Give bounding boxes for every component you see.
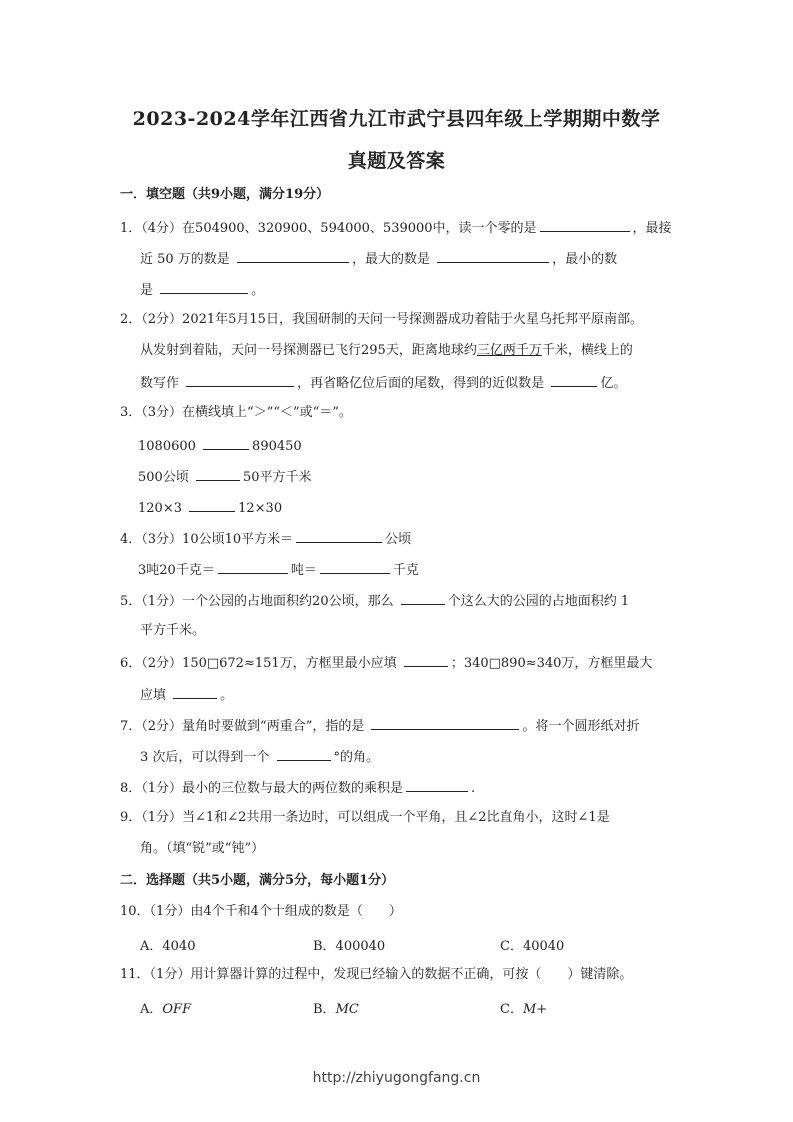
q5-text: 5．（1分）一个公园的占地面积约20公顷，那么	[120, 594, 394, 609]
q6-line-1	[120, 653, 652, 673]
q1-text: ，最小的数	[552, 252, 618, 267]
q6-text: 应填	[140, 688, 167, 703]
q4-text: 3吨20千克＝	[138, 563, 215, 578]
q7-text: 。将一个圆形纸对折	[522, 719, 640, 734]
q4-blank-3[interactable]	[320, 560, 390, 574]
q3-row-3	[138, 498, 282, 518]
q4-line-1	[120, 529, 411, 549]
q4-blank-1[interactable]	[296, 529, 382, 543]
q7-line-2	[140, 747, 379, 767]
q7-text: °的角。	[333, 750, 380, 765]
q2-blank-2[interactable]	[551, 373, 597, 387]
q7-blank-1[interactable]	[371, 716, 519, 730]
q4-text: 公顷	[385, 532, 412, 547]
q8-text: .	[471, 781, 476, 796]
q7-text: 3 次后，可以得到一个	[140, 750, 270, 765]
q6-blank-2[interactable]	[173, 685, 217, 699]
q1-line-2	[140, 249, 617, 269]
q5-blank-1[interactable]	[401, 591, 445, 605]
q2-text: 千米，横线上的	[541, 343, 633, 358]
q11-option-b-value: MC	[335, 1002, 359, 1017]
section-2-heading: 二．选择题（共5小题，满分5分，每小题1分）	[120, 873, 395, 888]
q8-text: 8．（1分）最小的三位数与最大的两位数的乘积是	[120, 781, 404, 796]
q7-text: 7．（2分）量角时要做到“两重合”，指的是	[120, 719, 365, 734]
q1-text: ，最大的数是	[351, 252, 430, 267]
q1-text: 近 50 万的数是	[140, 252, 230, 267]
q5-line-1	[120, 591, 629, 611]
q3-row-2	[138, 467, 312, 487]
q10-stem: 10．（1分）由4个千和4个十组成的数是（ ）	[120, 904, 402, 919]
q1-blank-1[interactable]	[540, 218, 630, 232]
q1-line-3	[140, 280, 264, 300]
q4-line-2	[138, 560, 419, 580]
q3-blank-1[interactable]	[203, 436, 249, 450]
q2-line-1: 2．（2分）2021年5月15日，我国研制的天问一号探测器成功着陆于火星乌托邦平原南部。	[120, 312, 643, 327]
q7-line-1	[120, 716, 640, 736]
q1-text: ，最接	[632, 221, 672, 236]
q4-text: 千克	[392, 563, 419, 578]
q3-blank-2[interactable]	[196, 467, 240, 481]
q1-text: 1．（4分）在504900、320900、594000、539000中，读一个零的是	[120, 221, 537, 236]
q4-blank-2[interactable]	[218, 560, 288, 574]
footer-url[interactable]: http://zhiyugongfang.cn	[312, 1070, 481, 1086]
q2-text: 从发射到着陆，天问一号探测器已飞行295天，距离地球约	[140, 343, 477, 358]
q1-text: 是	[140, 283, 154, 298]
q6-blank-1[interactable]	[404, 653, 448, 667]
q8-line-1	[120, 778, 475, 798]
q1-blank-4[interactable]	[160, 280, 248, 294]
q5-line-2: 平方千米。	[140, 623, 206, 638]
q2-text: 数写作	[140, 376, 180, 391]
q3-text: 120×3	[138, 501, 182, 516]
q3-text: 890450	[252, 439, 302, 454]
q10-option-c[interactable]: C．40040	[500, 939, 565, 954]
q4-text: 吨＝	[290, 563, 317, 578]
q2-line-3	[140, 373, 626, 393]
q10-option-a[interactable]: A．4040	[140, 939, 196, 954]
q8-blank-1[interactable]	[406, 778, 468, 792]
q1-line-1	[120, 218, 672, 238]
title-line-1: 2023-2024学年江西省九江市武宁县四年级上学期期中数学	[132, 108, 661, 130]
q5-text: 个这么大的公园的占地面积约 1	[447, 594, 630, 609]
q4-text: 4．（3分）10公顷10平方米＝	[120, 532, 294, 547]
q2-text: 亿。	[600, 376, 627, 391]
q11-option-a[interactable]	[140, 998, 191, 1017]
q9-line-1: 9．（1分）当∠1和∠2共用一条边时，可以组成一个平角，且∠2比直角小，这时∠1是	[120, 810, 610, 825]
section-1-heading: 一．填空题（共9小题，满分19分）	[120, 187, 330, 202]
q10-option-b[interactable]: B．400040	[313, 939, 386, 954]
q11-option-b[interactable]	[313, 998, 359, 1017]
q3-text: 500公顷	[138, 470, 189, 485]
q11-option-a-label: A．	[140, 1002, 163, 1017]
q11-option-b-label: B．	[313, 1002, 336, 1017]
q6-text: 6．（2分）150□672≈151万，方框里最小应填	[120, 656, 397, 671]
q3-line-1: 3．（3分）在横线填上“＞”“＜”或“＝”。	[120, 405, 352, 420]
q2-underlined-number: 三亿两千万	[476, 343, 542, 358]
q11-option-c-label: C．	[500, 1002, 523, 1017]
q3-text: 50平方千米	[242, 470, 312, 485]
q1-blank-2[interactable]	[237, 249, 349, 263]
q7-blank-2[interactable]	[277, 747, 331, 761]
q3-text: 12×30	[238, 501, 283, 516]
q2-text: ，再省略亿位后面的尾数，得到的近似数是	[297, 376, 545, 391]
q6-line-2	[140, 685, 233, 705]
q2-line-2	[140, 342, 633, 360]
q1-text: 。	[251, 283, 265, 298]
q2-blank-1[interactable]	[186, 373, 294, 387]
q6-text: ；340□890≈340万，方框里最大	[450, 656, 653, 671]
q11-option-c[interactable]	[500, 998, 547, 1017]
q9-line-2: 角。（填“锐”或“钝”）	[140, 841, 265, 856]
q11-stem: 11．（1分）用计算器计算的过程中，发现已经输入的数据不正确，可按（ ）键清除。	[120, 967, 633, 982]
q1-blank-3[interactable]	[437, 249, 549, 263]
q3-blank-3[interactable]	[189, 498, 235, 512]
q6-text: 。	[220, 688, 234, 703]
q3-text: 1080600	[138, 439, 196, 454]
q3-row-1	[138, 436, 302, 456]
q11-option-c-value: M+	[522, 1002, 548, 1017]
title-line-2: 真题及答案	[347, 150, 446, 172]
q11-option-a-value: OFF	[162, 1002, 192, 1017]
